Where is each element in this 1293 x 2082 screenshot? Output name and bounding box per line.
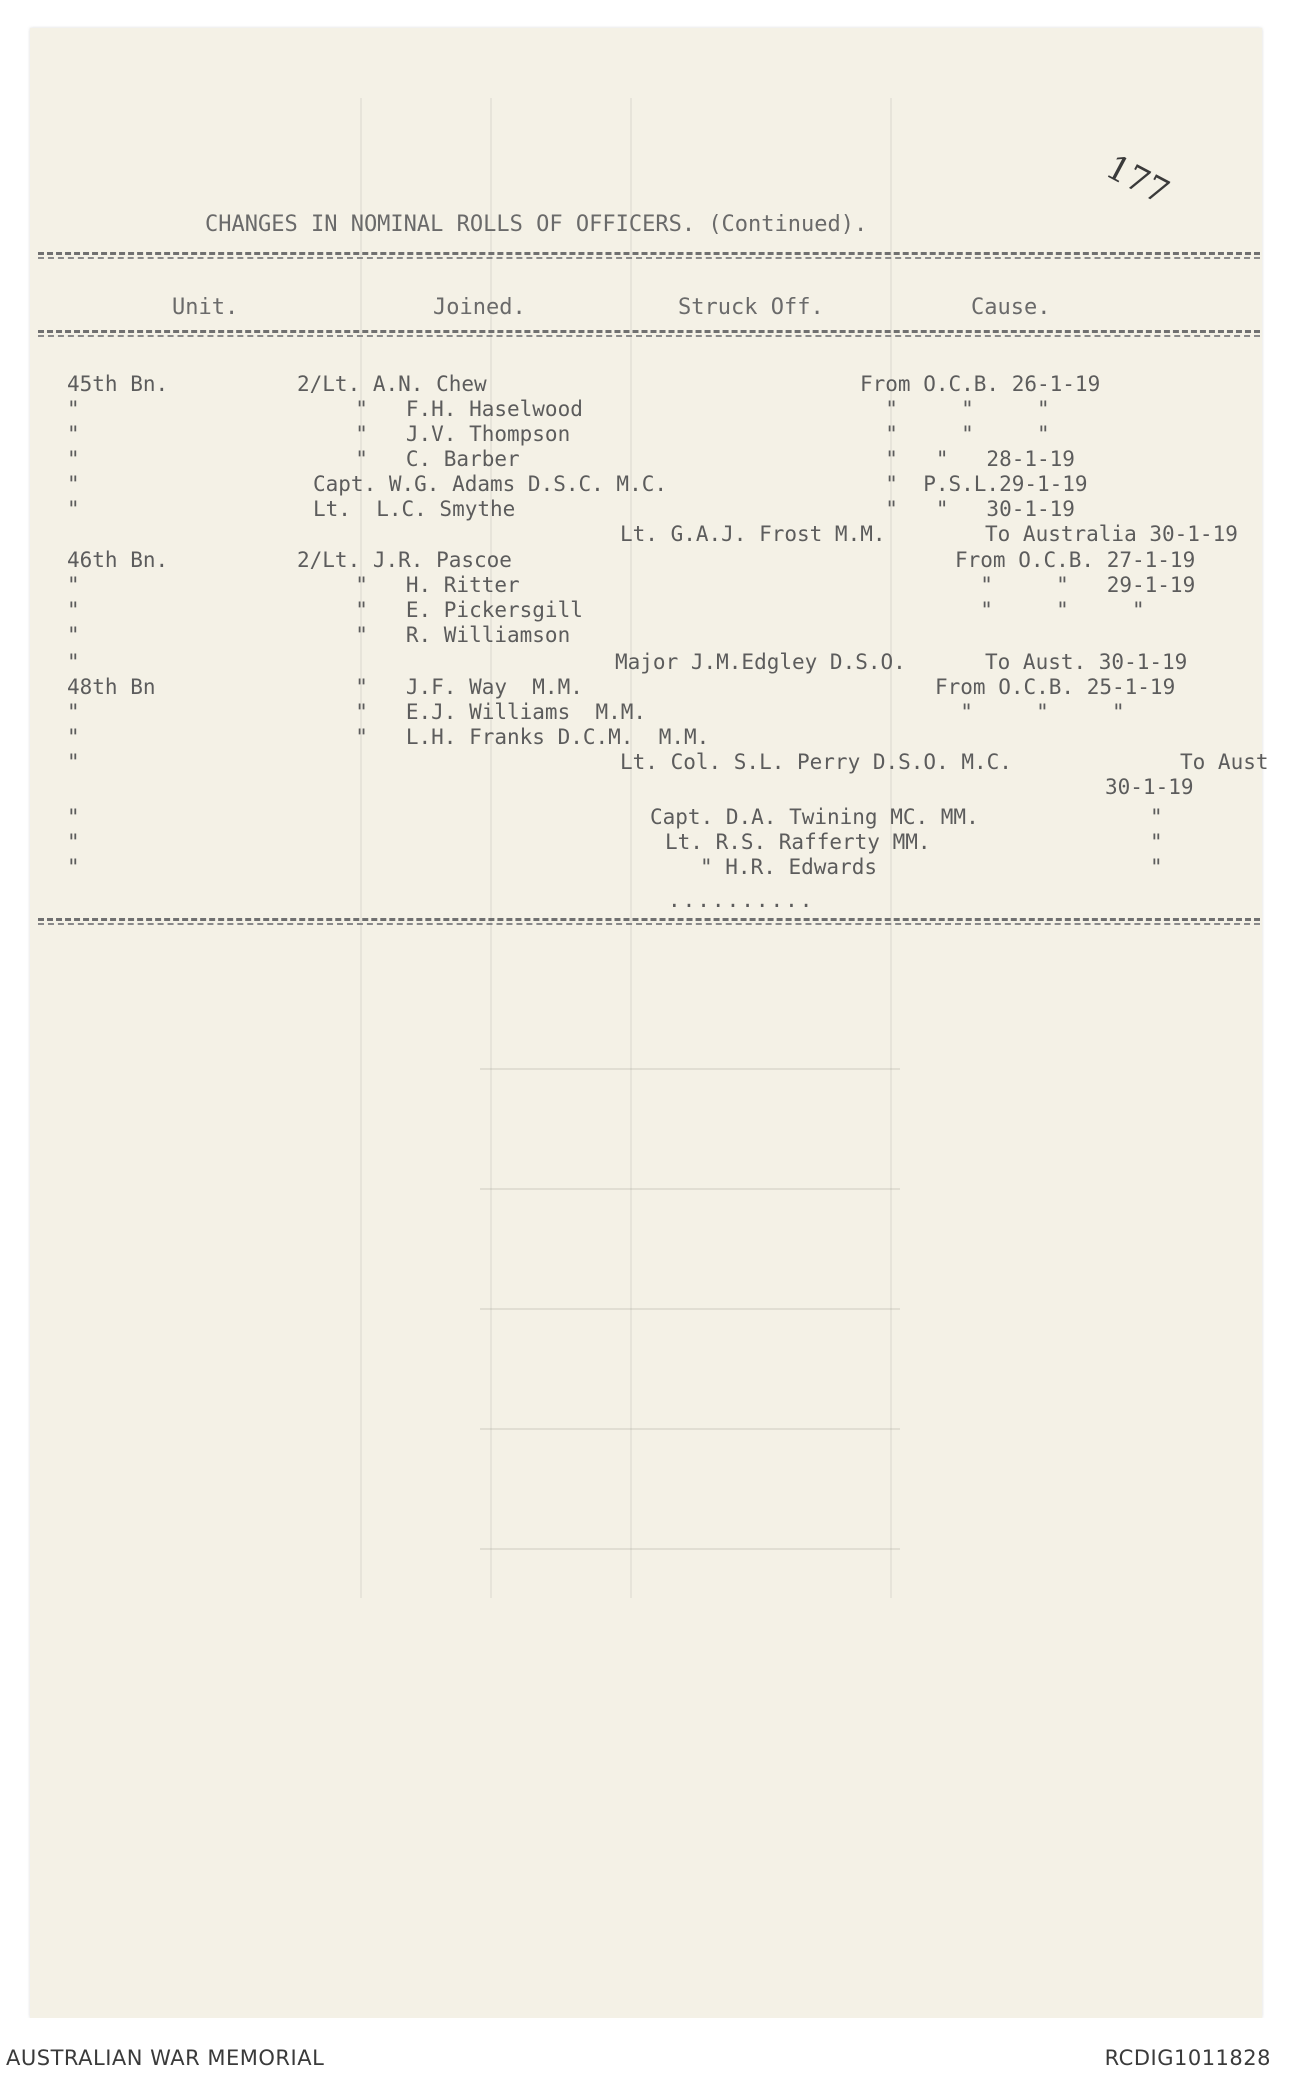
row-unit-cell: ": [67, 623, 80, 647]
row-joined-cell: Lt. L.C. Smythe: [313, 497, 516, 521]
column-header-struck-off: Struck Off.: [678, 295, 824, 320]
row-joined-cell: 2/Lt. J.R. Pascoe: [297, 548, 512, 572]
column-header-unit: Unit.: [172, 295, 239, 320]
row-cause-cell: ": [1150, 855, 1163, 879]
footer-bar: [0, 2018, 1293, 2082]
row-struck-off-cell: Lt. R.S. Rafferty MM.: [665, 830, 931, 854]
row-joined-cell: " C. Barber: [330, 447, 520, 471]
footer-reference: RCDIG1011828: [1104, 2046, 1271, 2070]
row-cause-cell: From O.C.B. 26-1-19: [860, 372, 1101, 396]
row-cause-cell: " " 30-1-19: [860, 497, 1075, 521]
row-unit-cell: ": [67, 573, 80, 597]
row-cause-cell: From O.C.B. 25-1-19: [935, 675, 1176, 699]
row-unit-cell: ": [67, 805, 80, 829]
row-struck-off-cell: Lt. G.A.J. Frost M.M.: [620, 522, 886, 546]
row-cause-cell: " " ": [860, 422, 1050, 446]
show-through-column: [630, 98, 632, 1598]
row-cause-cell: ": [1150, 830, 1163, 854]
row-cause-cell: To Aust. 30-1-19: [985, 650, 1188, 674]
show-through-line: [480, 1428, 900, 1430]
row-unit-cell: ": [67, 830, 80, 854]
column-header-joined: Joined.: [433, 295, 526, 320]
row-unit-cell: ": [67, 497, 80, 521]
footer-source: AUSTRALIAN WAR MEMORIAL: [6, 2046, 325, 2070]
row-struck-off-cell: Major J.M.Edgley D.S.O.: [615, 650, 906, 674]
document-page: [30, 28, 1262, 2018]
row-unit-cell: 46th Bn.: [67, 548, 169, 572]
row-joined-cell: " J.V. Thompson: [330, 422, 571, 446]
row-unit-cell: ": [67, 855, 80, 879]
row-joined-cell: " L.H. Franks D.C.M. M.M.: [330, 725, 710, 749]
document-title: CHANGES IN NOMINAL ROLLS OF OFFICERS. (Continued).: [205, 212, 868, 237]
row-cause-cell: From O.C.B. 27-1-19: [955, 548, 1196, 572]
show-through-line: [480, 1068, 900, 1070]
row-unit-cell: ": [67, 598, 80, 622]
table-bottom-rule: [38, 918, 1260, 925]
column-header-cause: Cause.: [971, 295, 1051, 320]
row-unit-cell: ": [67, 397, 80, 421]
row-cause-cell: ": [1150, 805, 1163, 829]
row-unit-cell: ": [67, 750, 80, 774]
row-joined-cell: 2/Lt. A.N. Chew: [297, 372, 487, 396]
row-unit-cell: ": [67, 472, 80, 496]
row-cause-cell: " " 29-1-19: [955, 573, 1196, 597]
header-top-rule: [38, 252, 1260, 259]
row-cause-cell: " " ": [955, 598, 1145, 622]
show-through-line: [480, 1308, 900, 1310]
show-through-line: [480, 1548, 900, 1550]
row-unit-cell: 45th Bn.: [67, 372, 169, 396]
row-unit-cell: ": [67, 447, 80, 471]
row-unit-cell: ": [67, 725, 80, 749]
row-cause-cell: " " ": [860, 397, 1050, 421]
show-through-line: [480, 1188, 900, 1190]
row-joined-cell: Capt. W.G. Adams D.S.C. M.C.: [313, 472, 668, 496]
page-number: 177: [1099, 147, 1176, 213]
show-through-column: [490, 98, 492, 1598]
row-joined-cell: " F.H. Haselwood: [330, 397, 583, 421]
row-struck-off-cell: Capt. D.A. Twining MC. MM.: [650, 805, 979, 829]
row-unit-cell: 48th Bn: [67, 675, 156, 699]
row-joined-cell: " E. Pickersgill: [330, 598, 583, 622]
row-cause-cell: " " ": [935, 700, 1125, 724]
row-cause-cell: " P.S.L.29-1-19: [860, 472, 1088, 496]
row-joined-cell: " R. Williamson: [330, 623, 571, 647]
row-cause-cell: To Aust: [1180, 750, 1269, 774]
row-cause-cell: " " 28-1-19: [860, 447, 1075, 471]
show-through-column: [360, 98, 362, 1598]
closing-dots: ..........: [668, 888, 815, 912]
row-struck-off-cell: " H.R. Edwards: [700, 855, 878, 879]
row-unit-cell: ": [67, 650, 80, 674]
row-struck-off-cell: Lt. Col. S.L. Perry D.S.O. M.C.: [620, 750, 1012, 774]
row-cause-cell: 30-1-19: [1105, 775, 1194, 799]
header-bottom-rule: [38, 330, 1260, 337]
row-joined-cell: " E.J. Williams M.M.: [330, 700, 647, 724]
row-joined-cell: " J.F. Way M.M.: [330, 675, 583, 699]
row-unit-cell: ": [67, 700, 80, 724]
row-joined-cell: " H. Ritter: [330, 573, 520, 597]
row-cause-cell: To Australia 30-1-19: [985, 522, 1238, 546]
row-unit-cell: ": [67, 422, 80, 446]
